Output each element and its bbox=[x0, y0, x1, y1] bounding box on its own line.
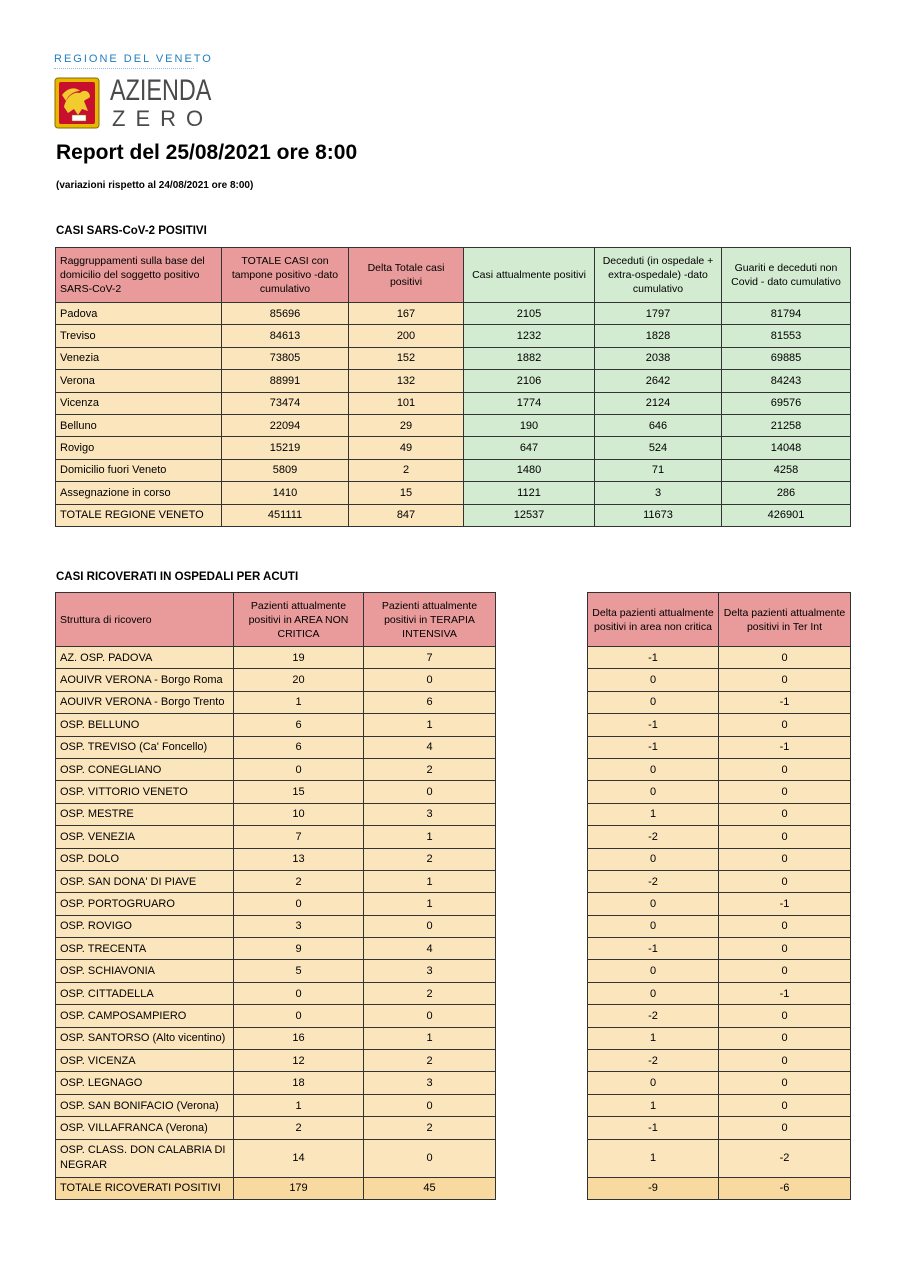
value-cell: 4258 bbox=[722, 459, 851, 481]
row-label: Belluno bbox=[56, 414, 222, 436]
value-cell: 847 bbox=[349, 504, 464, 526]
value-cell: 21258 bbox=[722, 414, 851, 436]
hospitalized-table bbox=[55, 592, 496, 1200]
delta-cell: 0 bbox=[588, 848, 719, 870]
value-cell: 1 bbox=[364, 714, 496, 736]
delta-cell: -2 bbox=[588, 826, 719, 848]
table-row bbox=[588, 870, 851, 892]
value-cell: 9 bbox=[234, 938, 364, 960]
value-cell: 426901 bbox=[722, 504, 851, 526]
value-cell: 45 bbox=[364, 1177, 496, 1199]
value-cell: 49 bbox=[349, 437, 464, 459]
header-cell: Delta pazienti attualmente positivi in Ter Int bbox=[719, 593, 851, 647]
table-header-row bbox=[56, 593, 496, 647]
table-row bbox=[56, 915, 496, 937]
delta-cell: 0 bbox=[588, 915, 719, 937]
delta-cell: -1 bbox=[719, 736, 851, 758]
value-cell: 0 bbox=[234, 893, 364, 915]
value-cell: 1 bbox=[234, 1094, 364, 1116]
delta-cell: 0 bbox=[719, 1072, 851, 1094]
table-row bbox=[588, 960, 851, 982]
value-cell: 10 bbox=[234, 803, 364, 825]
table-row bbox=[588, 848, 851, 870]
delta-cell: 0 bbox=[719, 803, 851, 825]
delta-cell: 0 bbox=[719, 669, 851, 691]
delta-cell: 0 bbox=[719, 1094, 851, 1116]
value-cell: 1 bbox=[364, 826, 496, 848]
table-row bbox=[56, 781, 496, 803]
total-row bbox=[56, 1177, 496, 1199]
table-row bbox=[56, 414, 851, 436]
table-row bbox=[56, 325, 851, 347]
table-row bbox=[56, 1139, 496, 1177]
table-row bbox=[56, 691, 496, 713]
value-cell: 85696 bbox=[222, 303, 349, 325]
delta-cell: 0 bbox=[719, 915, 851, 937]
value-cell: 2 bbox=[364, 848, 496, 870]
row-label: OSP. VILLAFRANCA (Verona) bbox=[56, 1117, 234, 1139]
value-cell: 14 bbox=[234, 1139, 364, 1177]
header-cell: Delta Totale casi positivi bbox=[349, 248, 464, 303]
value-cell: 0 bbox=[234, 982, 364, 1004]
value-cell: 1 bbox=[364, 1027, 496, 1049]
row-label: Verona bbox=[56, 370, 222, 392]
delta-cell: 0 bbox=[719, 1027, 851, 1049]
row-label: OSP. SANTORSO (Alto vicentino) bbox=[56, 1027, 234, 1049]
header-cell: Raggruppamenti sulla base del domicilio del soggetto positivo SARS-CoV-2 bbox=[56, 248, 222, 303]
table-row bbox=[588, 647, 851, 669]
row-label: Rovigo bbox=[56, 437, 222, 459]
row-label: OSP. LEGNAGO bbox=[56, 1072, 234, 1094]
table-row bbox=[588, 1117, 851, 1139]
total-row bbox=[56, 504, 851, 526]
value-cell: 1 bbox=[364, 870, 496, 892]
value-cell: 7 bbox=[234, 826, 364, 848]
logo-region-text: REGIONE DEL VENETO bbox=[54, 53, 213, 65]
table-row bbox=[588, 1027, 851, 1049]
value-cell: 1797 bbox=[595, 303, 722, 325]
row-label: OSP. CAMPOSAMPIERO bbox=[56, 1005, 234, 1027]
header-cell: Pazienti attualmente positivi in TERAPIA INTENSIVA bbox=[364, 593, 496, 647]
value-cell: 1828 bbox=[595, 325, 722, 347]
row-label: OSP. ROVIGO bbox=[56, 915, 234, 937]
table-row bbox=[56, 758, 496, 780]
value-cell: 2 bbox=[364, 982, 496, 1004]
value-cell: 152 bbox=[349, 347, 464, 369]
value-cell: 7 bbox=[364, 647, 496, 669]
delta-cell: 0 bbox=[719, 938, 851, 960]
table-row bbox=[588, 781, 851, 803]
logo-zero-text: ZERO bbox=[112, 106, 214, 131]
delta-cell: -1 bbox=[588, 938, 719, 960]
value-cell: 200 bbox=[349, 325, 464, 347]
row-label: AZ. OSP. PADOVA bbox=[56, 647, 234, 669]
table-row bbox=[56, 848, 496, 870]
logo-azienda-text: AZIENDA bbox=[110, 74, 212, 107]
value-cell: 0 bbox=[234, 1005, 364, 1027]
table-row bbox=[588, 669, 851, 691]
row-label: TOTALE REGIONE VENETO bbox=[56, 504, 222, 526]
value-cell: 3 bbox=[364, 960, 496, 982]
table-header-row bbox=[56, 248, 851, 303]
logo-divider bbox=[54, 68, 194, 69]
delta-cell: -9 bbox=[588, 1177, 719, 1199]
table-row bbox=[56, 1050, 496, 1072]
delta-cell: 0 bbox=[588, 691, 719, 713]
report-title: Report del 25/08/2021 ore 8:00 bbox=[56, 141, 358, 164]
row-label: OSP. VICENZA bbox=[56, 1050, 234, 1072]
value-cell: 1 bbox=[364, 893, 496, 915]
table-row bbox=[588, 803, 851, 825]
value-cell: 5 bbox=[234, 960, 364, 982]
value-cell: 4 bbox=[364, 736, 496, 758]
delta-cell: 1 bbox=[588, 1027, 719, 1049]
value-cell: 0 bbox=[234, 758, 364, 780]
table-row bbox=[56, 893, 496, 915]
value-cell: 71 bbox=[595, 459, 722, 481]
value-cell: 1410 bbox=[222, 482, 349, 504]
header-cell: Guariti e deceduti non Covid - dato cumulativo bbox=[722, 248, 851, 303]
delta-cell: -2 bbox=[588, 870, 719, 892]
row-label: OSP. CLASS. DON CALABRIA DI NEGRAR bbox=[56, 1139, 234, 1177]
table-row bbox=[588, 758, 851, 780]
table-row bbox=[56, 803, 496, 825]
delta-cell: -1 bbox=[719, 893, 851, 915]
value-cell: 101 bbox=[349, 392, 464, 414]
row-label: Assegnazione in corso bbox=[56, 482, 222, 504]
table-row bbox=[56, 938, 496, 960]
value-cell: 2642 bbox=[595, 370, 722, 392]
value-cell: 2 bbox=[364, 758, 496, 780]
delta-cell: -1 bbox=[588, 714, 719, 736]
table-row bbox=[56, 714, 496, 736]
row-label: Padova bbox=[56, 303, 222, 325]
delta-cell: 0 bbox=[719, 758, 851, 780]
delta-cell: 0 bbox=[588, 781, 719, 803]
row-label: OSP. VENEZIA bbox=[56, 826, 234, 848]
positive-cases-table bbox=[55, 247, 851, 527]
delta-cell: 0 bbox=[588, 1072, 719, 1094]
table-row bbox=[56, 482, 851, 504]
value-cell: 3 bbox=[234, 915, 364, 937]
value-cell: 451111 bbox=[222, 504, 349, 526]
table-row bbox=[56, 736, 496, 758]
value-cell: 0 bbox=[364, 1094, 496, 1116]
table-row bbox=[588, 1050, 851, 1072]
header-cell: Pazienti attualmente positivi in AREA NON CRITICA bbox=[234, 593, 364, 647]
header-cell: Casi attualmente positivi bbox=[464, 248, 595, 303]
row-label: OSP. MESTRE bbox=[56, 803, 234, 825]
value-cell: 73805 bbox=[222, 347, 349, 369]
table-row bbox=[56, 347, 851, 369]
delta-cell: -2 bbox=[588, 1050, 719, 1072]
value-cell: 524 bbox=[595, 437, 722, 459]
table-row bbox=[56, 1005, 496, 1027]
table-row bbox=[56, 982, 496, 1004]
table-row bbox=[588, 982, 851, 1004]
header-cell: TOTALE CASI con tampone positivo -dato cumulativo bbox=[222, 248, 349, 303]
row-label: Vicenza bbox=[56, 392, 222, 414]
table-row bbox=[588, 1005, 851, 1027]
value-cell: 2124 bbox=[595, 392, 722, 414]
header-cell: Deceduti (in ospedale + extra-ospedale) -dato cumulativo bbox=[595, 248, 722, 303]
row-label: AOUIVR VERONA - Borgo Trento bbox=[56, 691, 234, 713]
delta-cell: 1 bbox=[588, 803, 719, 825]
value-cell: 84613 bbox=[222, 325, 349, 347]
value-cell: 2 bbox=[364, 1050, 496, 1072]
delta-cell: -2 bbox=[719, 1139, 851, 1177]
value-cell: 2106 bbox=[464, 370, 595, 392]
table-row bbox=[56, 392, 851, 414]
table-row bbox=[56, 459, 851, 481]
value-cell: 11673 bbox=[595, 504, 722, 526]
value-cell: 16 bbox=[234, 1027, 364, 1049]
table-row bbox=[588, 691, 851, 713]
value-cell: 1480 bbox=[464, 459, 595, 481]
table-row bbox=[56, 437, 851, 459]
row-label: Venezia bbox=[56, 347, 222, 369]
row-label: Treviso bbox=[56, 325, 222, 347]
value-cell: 0 bbox=[364, 915, 496, 937]
table-row bbox=[588, 714, 851, 736]
value-cell: 13 bbox=[234, 848, 364, 870]
row-label: Domicilio fuori Veneto bbox=[56, 459, 222, 481]
hospitalized-delta-table bbox=[587, 592, 851, 1200]
delta-cell: 1 bbox=[588, 1094, 719, 1116]
delta-cell: 0 bbox=[719, 848, 851, 870]
value-cell: 190 bbox=[464, 414, 595, 436]
value-cell: 646 bbox=[595, 414, 722, 436]
value-cell: 18 bbox=[234, 1072, 364, 1094]
value-cell: 84243 bbox=[722, 370, 851, 392]
value-cell: 20 bbox=[234, 669, 364, 691]
delta-cell: 0 bbox=[588, 893, 719, 915]
table-row bbox=[56, 647, 496, 669]
table-row bbox=[588, 938, 851, 960]
value-cell: 4 bbox=[364, 938, 496, 960]
table-row bbox=[588, 1072, 851, 1094]
table-row bbox=[56, 870, 496, 892]
row-label: OSP. CONEGLIANO bbox=[56, 758, 234, 780]
row-label: OSP. SCHIAVONIA bbox=[56, 960, 234, 982]
report-subtitle: (variazioni rispetto al 24/08/2021 ore 8:00) bbox=[56, 180, 254, 191]
table-row bbox=[56, 303, 851, 325]
table-header-row bbox=[588, 593, 851, 647]
value-cell: 2 bbox=[234, 870, 364, 892]
table-row bbox=[588, 893, 851, 915]
table-row bbox=[588, 736, 851, 758]
value-cell: 1774 bbox=[464, 392, 595, 414]
delta-cell: 0 bbox=[719, 870, 851, 892]
value-cell: 19 bbox=[234, 647, 364, 669]
value-cell: 0 bbox=[364, 781, 496, 803]
value-cell: 15 bbox=[349, 482, 464, 504]
value-cell: 1232 bbox=[464, 325, 595, 347]
delta-cell: 0 bbox=[588, 669, 719, 691]
value-cell: 0 bbox=[364, 1005, 496, 1027]
delta-cell: 0 bbox=[719, 1050, 851, 1072]
table-row bbox=[588, 1139, 851, 1177]
value-cell: 0 bbox=[364, 669, 496, 691]
value-cell: 2038 bbox=[595, 347, 722, 369]
row-label: OSP. TRECENTA bbox=[56, 938, 234, 960]
value-cell: 2 bbox=[364, 1117, 496, 1139]
table-row bbox=[588, 915, 851, 937]
value-cell: 22094 bbox=[222, 414, 349, 436]
row-label: OSP. PORTOGRUARO bbox=[56, 893, 234, 915]
delta-cell: -1 bbox=[588, 736, 719, 758]
value-cell: 1121 bbox=[464, 482, 595, 504]
delta-cell: 0 bbox=[588, 960, 719, 982]
section-positive-cases-heading: CASI SARS-CoV-2 POSITIVI bbox=[56, 225, 207, 237]
row-label: OSP. VITTORIO VENETO bbox=[56, 781, 234, 803]
delta-cell: 1 bbox=[588, 1139, 719, 1177]
value-cell: 3 bbox=[364, 1072, 496, 1094]
row-label: OSP. BELLUNO bbox=[56, 714, 234, 736]
delta-cell: -6 bbox=[719, 1177, 851, 1199]
value-cell: 647 bbox=[464, 437, 595, 459]
value-cell: 29 bbox=[349, 414, 464, 436]
value-cell: 132 bbox=[349, 370, 464, 392]
delta-cell: 0 bbox=[719, 1117, 851, 1139]
value-cell: 73474 bbox=[222, 392, 349, 414]
delta-cell: 0 bbox=[588, 982, 719, 1004]
table-row bbox=[56, 1117, 496, 1139]
value-cell: 6 bbox=[364, 691, 496, 713]
value-cell: 15219 bbox=[222, 437, 349, 459]
value-cell: 69576 bbox=[722, 392, 851, 414]
value-cell: 14048 bbox=[722, 437, 851, 459]
value-cell: 12 bbox=[234, 1050, 364, 1072]
row-label: AOUIVR VERONA - Borgo Roma bbox=[56, 669, 234, 691]
value-cell: 69885 bbox=[722, 347, 851, 369]
row-label: OSP. TREVISO (Ca' Foncello) bbox=[56, 736, 234, 758]
value-cell: 0 bbox=[364, 1139, 496, 1177]
value-cell: 3 bbox=[595, 482, 722, 504]
delta-cell: 0 bbox=[588, 758, 719, 780]
value-cell: 5809 bbox=[222, 459, 349, 481]
value-cell: 2105 bbox=[464, 303, 595, 325]
delta-cell: 0 bbox=[719, 1005, 851, 1027]
value-cell: 88991 bbox=[222, 370, 349, 392]
value-cell: 2 bbox=[234, 1117, 364, 1139]
value-cell: 179 bbox=[234, 1177, 364, 1199]
delta-cell: 0 bbox=[719, 781, 851, 803]
delta-cell: -1 bbox=[588, 1117, 719, 1139]
table-row bbox=[56, 669, 496, 691]
table-row bbox=[56, 1027, 496, 1049]
table-row bbox=[56, 960, 496, 982]
value-cell: 3 bbox=[364, 803, 496, 825]
value-cell: 1 bbox=[234, 691, 364, 713]
value-cell: 6 bbox=[234, 736, 364, 758]
delta-cell: 0 bbox=[719, 826, 851, 848]
table-row bbox=[588, 826, 851, 848]
lion-emblem-icon bbox=[54, 77, 100, 129]
value-cell: 2 bbox=[349, 459, 464, 481]
header-cell: Delta pazienti attualmente positivi in area non critica bbox=[588, 593, 719, 647]
delta-cell: -2 bbox=[588, 1005, 719, 1027]
row-label: OSP. DOLO bbox=[56, 848, 234, 870]
delta-cell: 0 bbox=[719, 960, 851, 982]
header-cell: Struttura di ricovero bbox=[56, 593, 234, 647]
delta-cell: 0 bbox=[719, 714, 851, 736]
value-cell: 81553 bbox=[722, 325, 851, 347]
table-row bbox=[588, 1094, 851, 1116]
section-hospitalized-heading: CASI RICOVERATI IN OSPEDALI PER ACUTI bbox=[56, 571, 299, 583]
value-cell: 167 bbox=[349, 303, 464, 325]
value-cell: 81794 bbox=[722, 303, 851, 325]
value-cell: 1882 bbox=[464, 347, 595, 369]
value-cell: 6 bbox=[234, 714, 364, 736]
table-row bbox=[56, 370, 851, 392]
row-label: OSP. SAN BONIFACIO (Verona) bbox=[56, 1094, 234, 1116]
table-row bbox=[56, 1094, 496, 1116]
delta-cell: -1 bbox=[588, 647, 719, 669]
delta-cell: -1 bbox=[719, 982, 851, 1004]
delta-cell: 0 bbox=[719, 647, 851, 669]
row-label: OSP. CITTADELLA bbox=[56, 982, 234, 1004]
total-row bbox=[588, 1177, 851, 1199]
value-cell: 12537 bbox=[464, 504, 595, 526]
table-row bbox=[56, 1072, 496, 1094]
table-row bbox=[56, 826, 496, 848]
row-label: TOTALE RICOVERATI POSITIVI bbox=[56, 1177, 234, 1199]
delta-cell: -1 bbox=[719, 691, 851, 713]
value-cell: 286 bbox=[722, 482, 851, 504]
row-label: OSP. SAN DONA' DI PIAVE bbox=[56, 870, 234, 892]
value-cell: 15 bbox=[234, 781, 364, 803]
